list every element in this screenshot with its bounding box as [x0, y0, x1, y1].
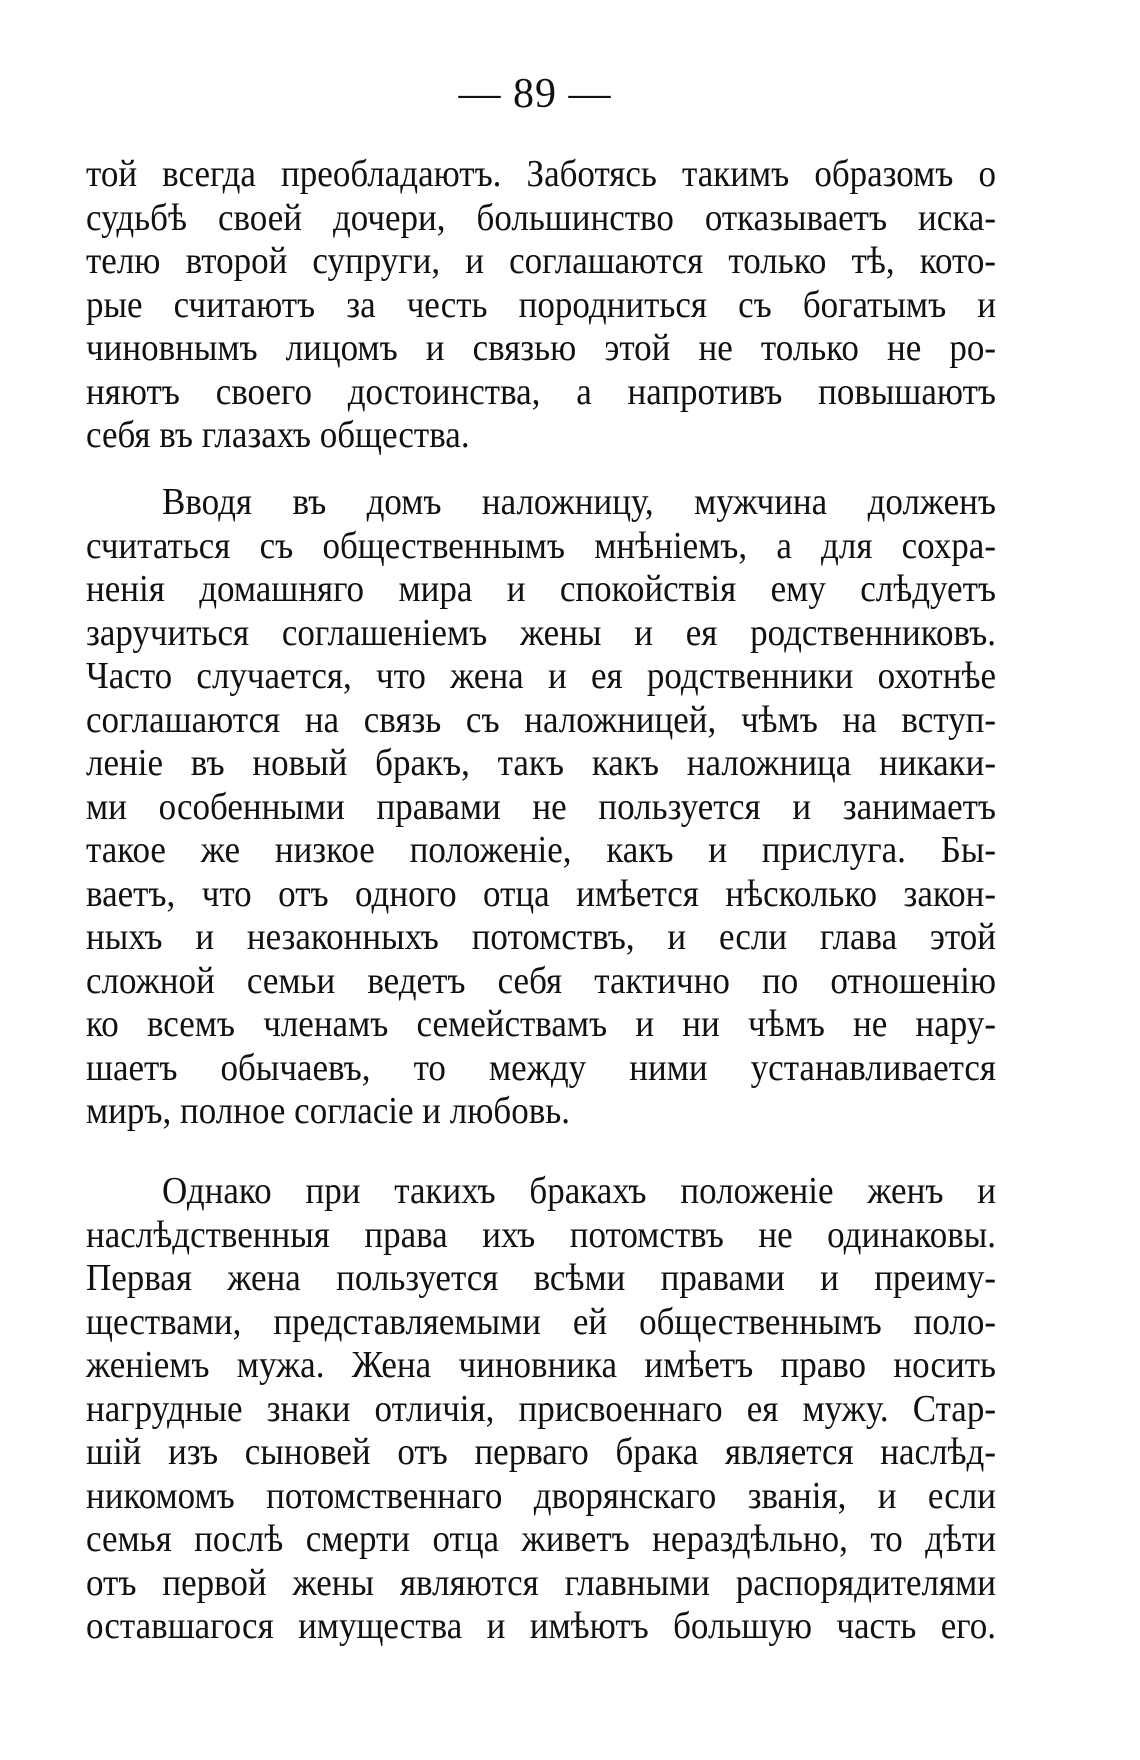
page-number: — 89 — — [458, 71, 612, 117]
text-line: леніе въ новый бракъ, такъ какъ наложница никаки- — [86, 741, 996, 784]
text-line: сложной семьи ведетъ себя тактично по отношенію — [86, 958, 996, 1002]
text-line: никомомъ потомственнаго дворянскаго званія, и если — [86, 1473, 996, 1517]
text-line: соглашаются на связь съ наложницей, чѣмъ на вступ- — [86, 697, 996, 741]
text-line: ныхъ и незаконныхъ потомствъ, и если глава этой — [86, 915, 996, 958]
paragraph-2 — [86, 480, 996, 1133]
text-line: себя въ глазахъ общества. — [86, 413, 470, 456]
text-line: Однако при такихъ бракахъ положеніе женъ и — [162, 1169, 996, 1212]
text-line: ненія домашняго мира и спокойствія ему слѣдуетъ — [86, 567, 996, 610]
text-line: шаетъ обычаевъ, то между ними устанавливается — [86, 1045, 996, 1089]
text-line: шій изъ сыновей отъ перваго брака является наслѣд- — [86, 1430, 996, 1473]
text-line: наслѣдственныя права ихъ потомствъ не одинаковы. — [86, 1212, 996, 1256]
text-line: ществами, представляемыми ей общественнымъ поло- — [86, 1299, 996, 1343]
text-line: женіемъ мужа. Жена чиновника имѣетъ право носить — [86, 1343, 996, 1386]
text-line: заручиться соглашеніемъ жены и ея родственниковъ. — [86, 610, 996, 654]
text-line: ми особенными правами не пользуется и занимаетъ — [86, 784, 996, 828]
text-line: миръ, полное согласіе и любовь. — [86, 1089, 570, 1132]
paragraph-1 — [86, 152, 996, 457]
text-line: семья послѣ смерти отца живетъ нераздѣльно, то дѣти — [86, 1517, 996, 1560]
text-line: Часто случается, что жена и ея родственники охотнѣе — [86, 654, 996, 697]
paragraph-3 — [86, 1169, 996, 1648]
text-line: чиновнымъ лицомъ и связью этой не только не ро- — [86, 326, 996, 369]
text-line: той всегда преобладаютъ. Заботясь такимъ образомъ о — [86, 152, 996, 195]
text-line: нагрудные знаки отличія, присвоеннаго ея мужу. Стар- — [86, 1386, 996, 1430]
text-line: Вводя въ домъ наложницу, мужчина долженъ — [162, 480, 996, 523]
text-line: ко всемъ членамъ семействамъ и ни чѣмъ не нару- — [86, 1002, 996, 1045]
text-line: отъ первой жены являются главными распорядителями — [86, 1560, 996, 1604]
text-line: ваетъ, что отъ одного отца имѣется нѣсколько закон- — [86, 871, 996, 915]
text-line: оставшагося имущества и имѣютъ большую часть его. — [86, 1604, 996, 1647]
text-line: Первая жена пользуется всѣми правами и преиму- — [86, 1256, 996, 1299]
text-line: телю второй супруги, и соглашаются только тѣ, кото- — [86, 239, 996, 282]
text-line: рые считаютъ за честь породниться съ богатымъ и — [86, 282, 996, 326]
text-line: няютъ своего достоинства, а напротивъ повышаютъ — [86, 369, 996, 413]
text-line: судьбѣ своей дочери, большинство отказываетъ иска- — [86, 195, 996, 239]
text-line: такое же низкое положеніе, какъ и прислуга. Бы- — [86, 828, 996, 871]
text-line: считаться съ общественнымъ мнѣніемъ, а для сохра- — [86, 523, 996, 567]
